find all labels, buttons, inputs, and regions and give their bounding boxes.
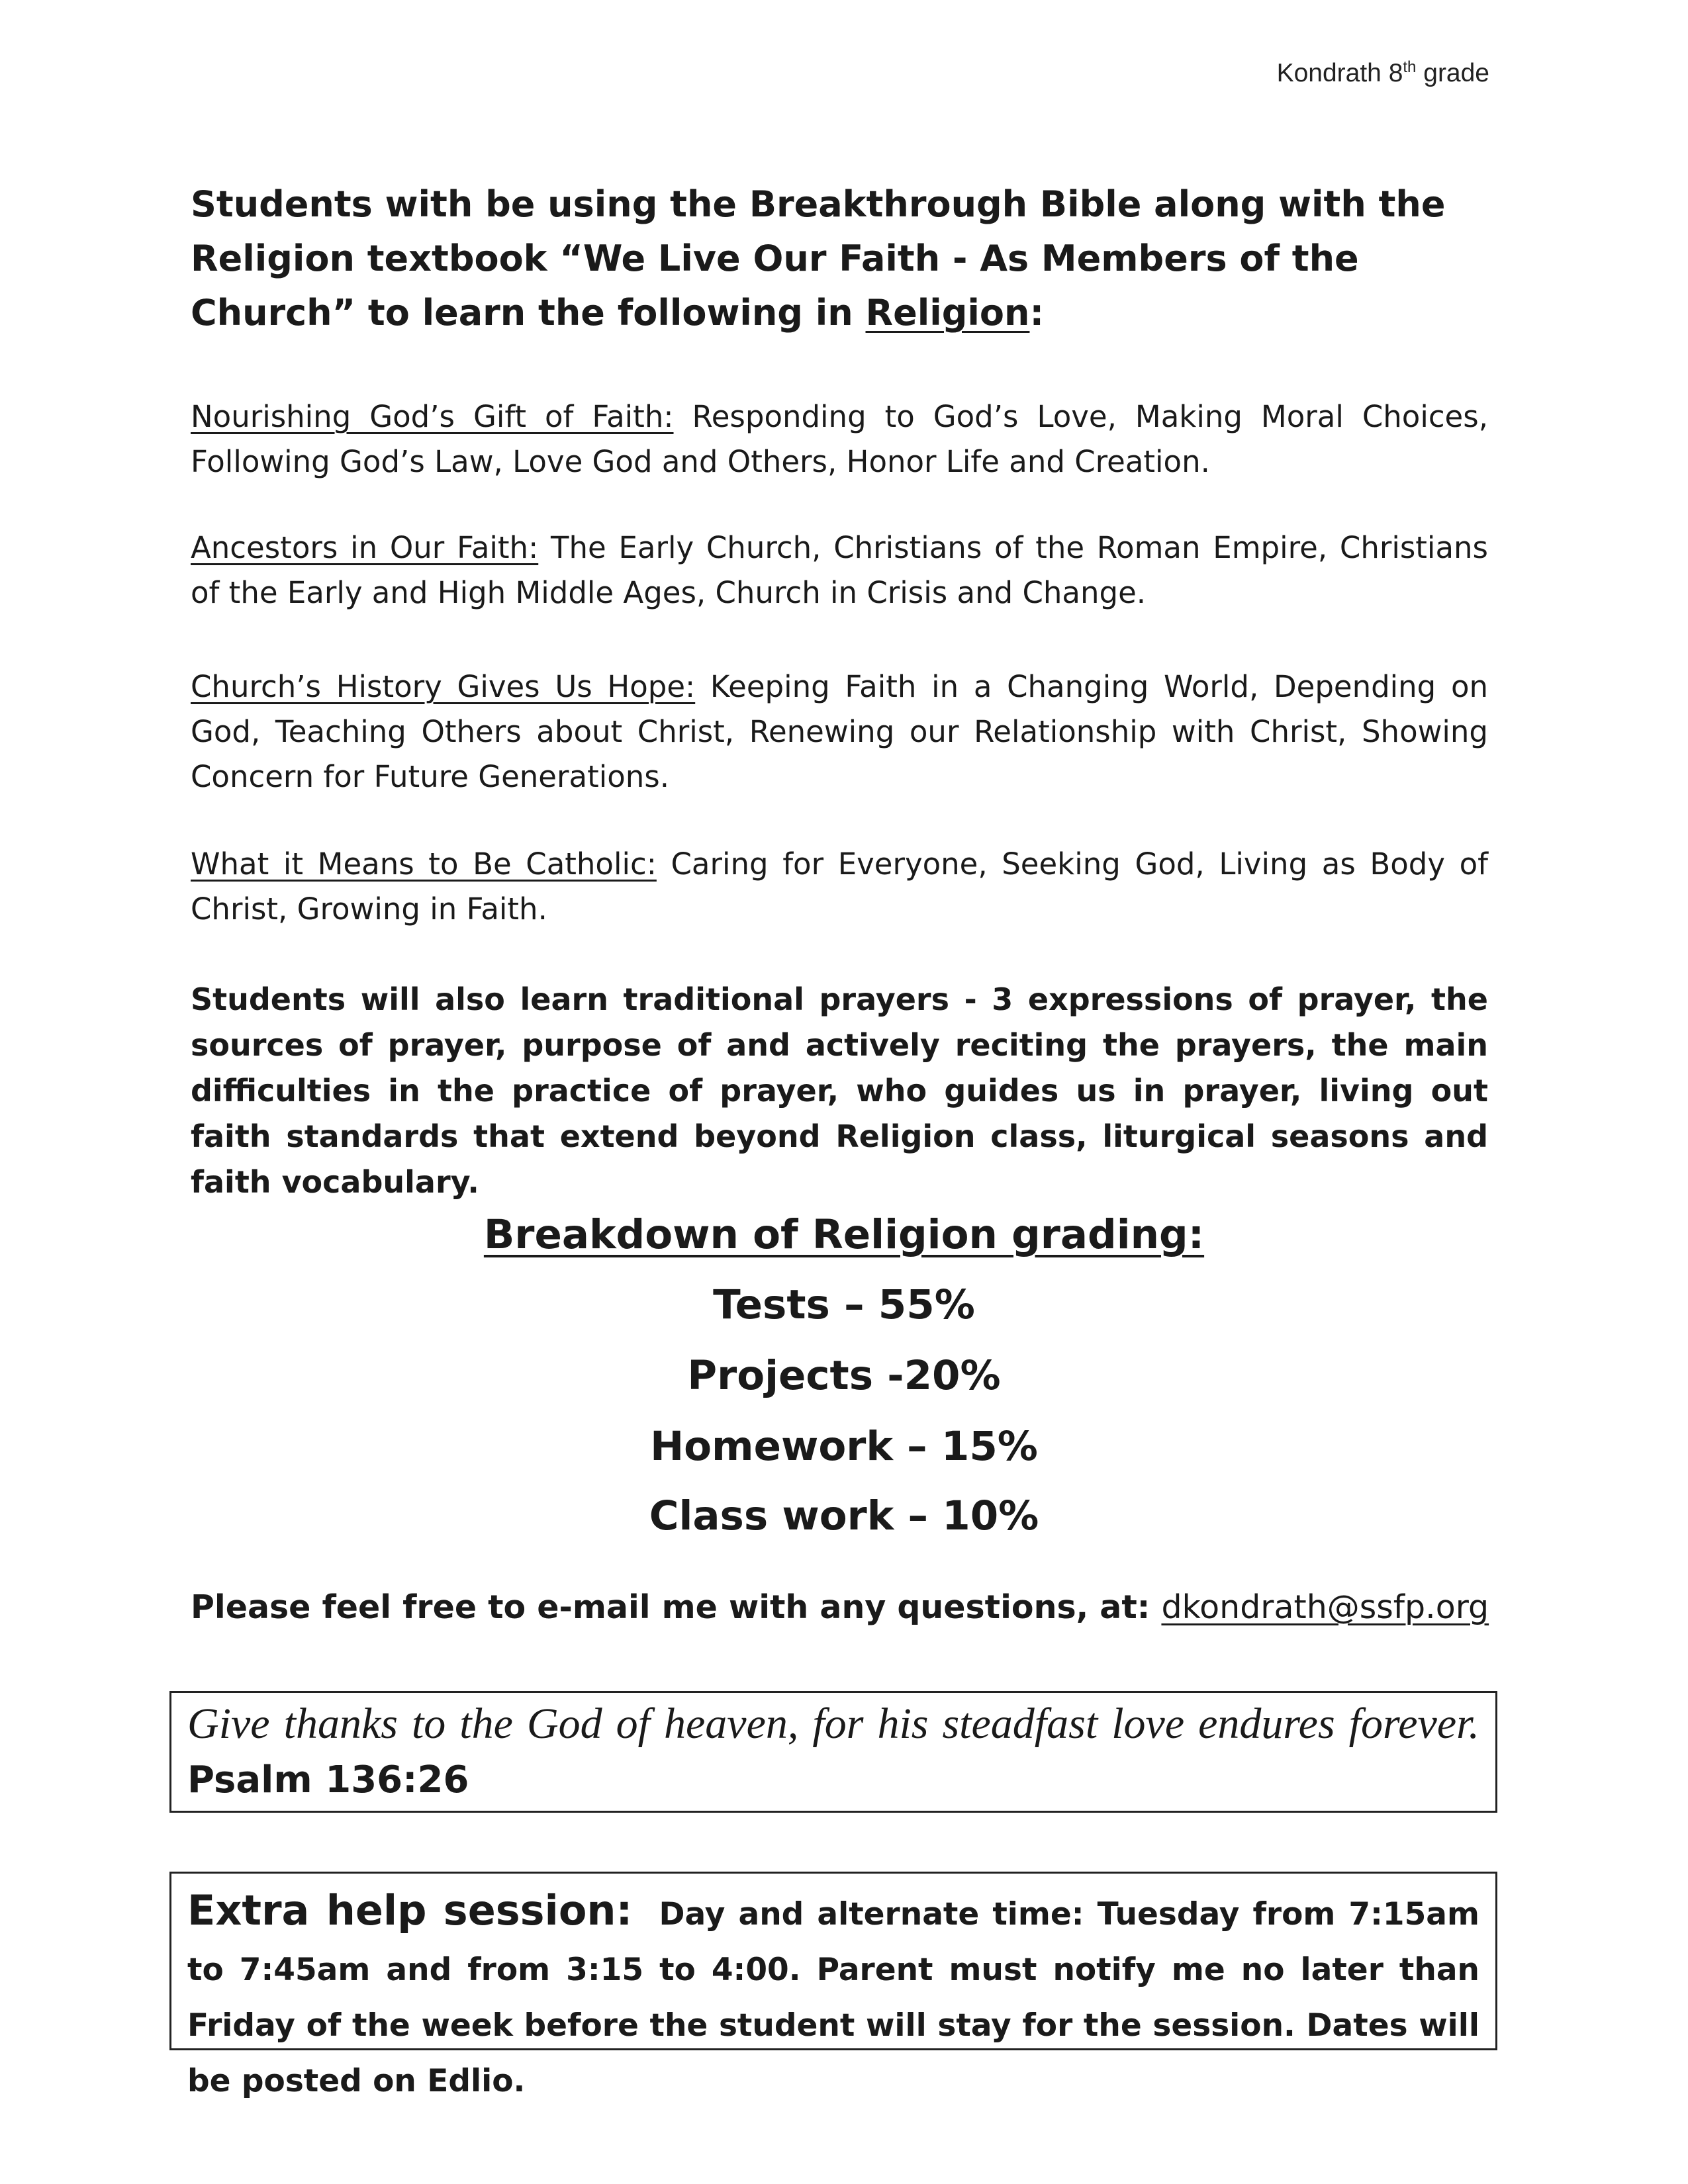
- topic-label: Nourishing God’s Gift of Faith:: [191, 399, 674, 434]
- grade-projects: Projects -20%: [687, 1352, 1001, 1399]
- email-link[interactable]: dkondrath@ssfp.org: [1161, 1588, 1489, 1626]
- topic-church-history: [191, 664, 1488, 799]
- extra-help-box: [169, 1872, 1497, 2099]
- grade-tests: Tests – 55%: [713, 1281, 975, 1328]
- prayers-paragraph: Students will also learn traditional prayers - 3 expressions of prayer, the sources of prayer, purpose of and actively reciting the prayers, the main difficulties in the practice of prayer, who guides us in prayer, living out faith standards that extend beyond Religion class, liturgical seasons and faith vocabulary.: [191, 981, 1488, 1200]
- intro-colon: :: [1029, 292, 1045, 334]
- topic-label: What it Means to Be Catholic:: [191, 846, 657, 882]
- topic-text: Caring for Everyone, Seeking God, Living as Body of Christ, Growing in Faith.: [191, 846, 1488, 927]
- intro-text: Students with be using the Breakthrough Bible along with the Religion textbook “We Live Our Faith - As Members of the Church” to learn the following in: [191, 183, 1446, 334]
- topic-nourishing-faith: [191, 394, 1488, 484]
- topic-ancestors-in-faith: [191, 525, 1488, 615]
- grade-classwork: Class work – 10%: [649, 1492, 1039, 1539]
- contact-line: [191, 1588, 1489, 1626]
- page-header: [1277, 58, 1489, 88]
- contact-text: Please feel free to e-mail me with any questions, at:: [191, 1588, 1162, 1626]
- grade-homework: Homework – 15%: [650, 1423, 1038, 1470]
- topic-text: Responding to God’s Love, Making Moral Choices, Following God’s Law, Love God and Others, Honor Life and Creation.: [191, 399, 1488, 479]
- verse-box: [169, 1691, 1497, 1813]
- extra-help: [187, 1883, 1479, 2109]
- grade-suffix: th: [1403, 58, 1417, 76]
- topic-text: Keeping Faith in a Changing World, Depending on God, Teaching Others about Christ, Renewing our Relationship with Christ, Showing Concern for Future Generations.: [191, 669, 1488, 794]
- extra-help-title: Extra help session:: [187, 1886, 633, 1934]
- verse: [187, 1697, 1479, 1807]
- verse-text: Give thanks to the God of heaven, for his steadfast love endures forever.: [187, 1700, 1479, 1748]
- topic-label: Ancestors in Our Faith:: [191, 530, 539, 565]
- teacher-name: Kondrath 8: [1276, 59, 1403, 87]
- extra-help-text: Day and alternate time: Tuesday from 7:15am to 7:45am and from 3:15 to 4:00. Parent must notify me no later than Friday of the week before the student will stay for the session. Dates will be posted on Edlio.: [187, 1896, 1479, 2099]
- grade-word: grade: [1423, 59, 1489, 87]
- topic-being-catholic: [191, 842, 1488, 932]
- verse-reference: Psalm 136:26: [187, 1758, 469, 1801]
- intro-paragraph: [191, 177, 1488, 340]
- intro-subject: Religion: [865, 292, 1030, 334]
- grading-title: Breakdown of Religion grading:: [483, 1211, 1205, 1258]
- topic-label: Church’s History Gives Us Hope:: [191, 669, 696, 704]
- topic-text: The Early Church, Christians of the Roman Empire, Christians of the Early and High Middle Ages, Church in Crisis and Change.: [191, 530, 1488, 610]
